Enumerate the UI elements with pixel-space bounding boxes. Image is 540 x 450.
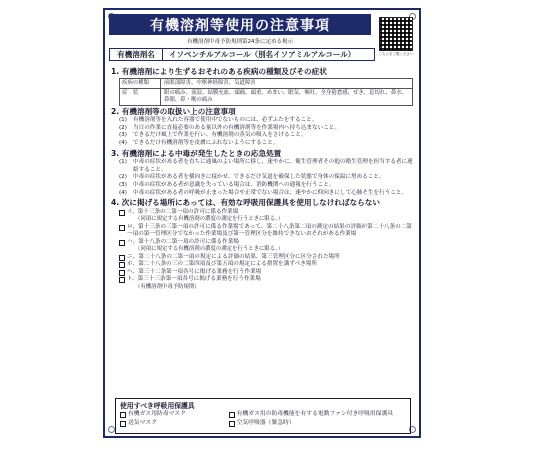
table-row <box>120 89 412 105</box>
list-item <box>119 132 415 140</box>
item-number: (1) <box>119 159 127 166</box>
checkbox-icon <box>120 421 126 427</box>
list-item <box>119 190 415 198</box>
checklist-label: イ、第十三条の二第一項の許可に係る作業場 <box>127 208 239 215</box>
item-number: (3) <box>119 132 127 139</box>
respirator-options <box>120 410 406 428</box>
checkbox-icon <box>119 210 125 216</box>
item-text: 有機溶剤等を入れた容器で使用中でないものには、必ずふたをすること。 <box>133 117 318 124</box>
respirator-option-label: 有機ガス用の防毒機能を有する電動ファン付き呼吸用保護具 <box>236 411 394 417</box>
checklist-label: ト、第三十三条第一項各号に掲げる業務を行う作業場 <box>127 276 261 283</box>
checklist-label: ヘ、第三十二条第一項各号に掲げる業務を行う作業場 <box>127 268 262 275</box>
notice-body <box>111 66 415 291</box>
item-text: 中毒の症状がある者の呼吸が止まった場合や正常でない場合は、速やかに仰向きにして心肺そ生を行うこと。 <box>133 189 408 196</box>
checklist-label: ニ、第二十八条の二第一項の規定による評価の結果、第三管理区分に区分された場所 <box>127 253 340 260</box>
checklist-note: （同項に規定する有機溶剤の濃度の測定を行うときに限る。） <box>135 246 284 253</box>
checkbox-icon <box>119 225 125 231</box>
mounting-hole-bottom-left <box>108 426 115 433</box>
respirator-option <box>229 419 406 428</box>
checkbox-icon <box>120 412 126 418</box>
checkbox-icon <box>119 277 125 283</box>
notice-title: 有機溶剤等使用の注意事項 <box>109 14 371 35</box>
checklist-item <box>119 254 415 262</box>
checklist-item <box>119 276 415 284</box>
solvent-name-row <box>109 48 375 61</box>
list-item <box>119 117 415 125</box>
respirator-option-label: 有機ガス用防毒マスク <box>128 411 186 417</box>
list-item <box>119 140 415 148</box>
regulation-footnote: （有機溶剤中毒予防規則） <box>135 283 200 290</box>
respirator-option <box>120 410 229 419</box>
respirator-box <box>115 398 411 434</box>
respirator-option <box>229 410 406 419</box>
respirator-option-label: 送気マスク <box>128 420 157 426</box>
item-text: 中毒の症状がある者を横向きに寝かせ、できるだけ気道を確保した状態で身体の保温に努めること。 <box>133 174 385 181</box>
solvent-name-value: イソペンチルアルコール（別名イソアミルアルコール） <box>169 50 356 59</box>
list-item <box>119 182 415 190</box>
table-value: 前眼部障害、中枢神経障害、気道障害 <box>164 79 256 86</box>
solvent-name-label: 有機溶剤名 <box>110 49 163 60</box>
item-text: 当日の作業に直接必要のある量以外の有機溶剤等を作業場内へ持ち込まないこと。 <box>133 124 340 131</box>
item-number: (2) <box>119 124 127 131</box>
item-number: (1) <box>119 117 127 124</box>
disease-table <box>119 78 413 106</box>
checklist-label: ロ、第十三条の三第一項の許可に係る作業場であって、第二十八条第二項の測定の結果の評価が第二十八条の二第一項の第一管理区分でなかった作業場及び第一管理区分を維持できないおそれがある作業場 <box>127 223 412 238</box>
qr-caption: こちらをご覧ください <box>378 52 414 56</box>
checklist-note: （同項に規定する有機溶剤の濃度の測定を行うときに限る。） <box>135 216 284 223</box>
list-item <box>119 174 415 182</box>
safety-notice-board <box>103 8 421 438</box>
checkbox-icon <box>119 255 125 261</box>
item-number: (2) <box>119 174 127 181</box>
checkbox-icon <box>119 240 125 246</box>
table-key: 疾病の種類 <box>120 79 161 88</box>
item-text: できるだけ風上で作業を行い、有機溶剤の蒸気の吸入をさけること。 <box>133 132 307 139</box>
checkbox-icon <box>229 412 235 418</box>
checkbox-icon <box>119 262 125 268</box>
table-key: 症 状 <box>120 89 161 105</box>
checklist-label: ホ、第二十八条の三の二第四項及び第五項の規定による措置を講ずべき場所 <box>127 261 318 268</box>
table-row <box>120 79 412 89</box>
respirator-option <box>120 419 229 428</box>
section-4-heading: 4. 次に掲げる場所にあっては、有効な呼吸用保護具を使用しなければならない <box>111 198 380 208</box>
table-value: 眼の痛み、流涙、結膜充血、頭痛、頭重、めまい、眠気、嘔吐、全身倦怠感、せき、息切れ、鼻水、鼻閉、鼻・喉の痛み <box>164 89 408 103</box>
checklist-item <box>119 224 415 239</box>
item-text: 中毒の症状がある者が意識を失っている場合は、消防機関への通報を行うこと。 <box>133 181 335 188</box>
notice-subtitle: 有機溶剤中毒予防規則第24条に定める掲示 <box>187 39 293 45</box>
list-item <box>119 159 415 174</box>
checklist-item <box>119 261 415 269</box>
item-number: (4) <box>119 139 127 146</box>
qr-code-icon <box>379 17 413 51</box>
checkbox-icon <box>119 270 125 276</box>
checklist-label: ハ、第十八条の二第一項の許可に係る作業場 <box>127 238 239 245</box>
respirator-option-label: 空気呼吸器（緊急時） <box>236 420 295 426</box>
checkbox-icon <box>229 421 235 427</box>
item-text: できるだけ有機溶剤等を皮膚にふれないようにすること。 <box>133 139 279 146</box>
item-number: (4) <box>119 189 127 196</box>
section-3-heading: 3. 有機溶剤による中毒が発生したときの応急処置 <box>111 148 282 158</box>
section-2-heading: 2. 有機溶剤等の取扱い上の注意事項 <box>111 106 236 116</box>
section-1-heading: 1. 有機溶剤により生ずるおそれのある疾病の種類及びその症状 <box>111 67 327 76</box>
respirator-title: 使用すべき呼吸用保護具 <box>120 402 195 410</box>
item-text: 中毒の症状がある者を直ちに通風のよい場所に移し、速やかに、衛生管理者その他の衛生管理を担当する者に連絡すること。 <box>133 159 413 173</box>
item-number: (3) <box>119 181 127 188</box>
